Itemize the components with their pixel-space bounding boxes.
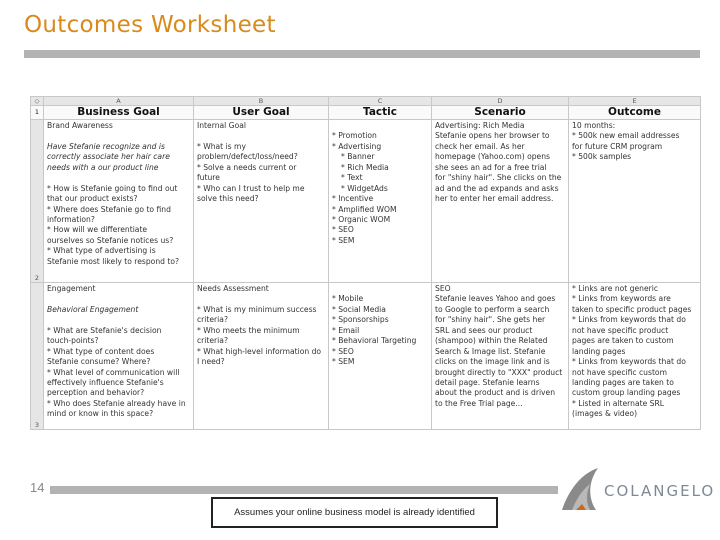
cell-line: * 500k samples: [572, 152, 632, 162]
cell-engagement-business-goal[interactable]: [44, 283, 194, 430]
cell-line: * Listed in alternate SRL: [572, 398, 664, 408]
cell-line: custom group landing pages: [572, 388, 681, 398]
cell-line: Needs Assessment: [197, 284, 269, 293]
cell-engagement-tactic[interactable]: [329, 283, 432, 430]
cell-line: [197, 294, 325, 304]
header-scenario[interactable]: Scenario: [432, 106, 569, 120]
cell-line: ourselves so Stefanie notices us?: [47, 235, 174, 245]
cell-line: effectively influence Stefanie's: [47, 377, 164, 387]
cell-line: Stefanie leaves Yahoo and goes: [435, 294, 556, 304]
cell-line: her to enter her email address.: [435, 194, 554, 204]
slide-title: Outcomes Worksheet: [24, 12, 276, 38]
cell-line: * Mobile: [332, 294, 364, 304]
cell-line: perception and behavior?: [47, 388, 145, 398]
row-number-label: 3: [34, 421, 40, 429]
cell-line: * SEM: [332, 357, 355, 367]
cell-line: pages are taken to custom: [572, 336, 674, 346]
cell-line: * Who does Stefanie already have in: [47, 398, 186, 408]
cell-awareness-user-goal[interactable]: [194, 120, 329, 283]
cell-line: [47, 315, 190, 325]
cell-line: * Email: [332, 325, 360, 335]
cell-line: * What high-level information do: [197, 346, 322, 356]
row-number-label: 2: [34, 274, 40, 282]
cell-line: * SEM: [332, 235, 355, 245]
cell-line: * Text: [341, 173, 363, 183]
table-row: [31, 283, 701, 430]
cell-line: Stefanie opens her browser to: [435, 131, 550, 141]
cell-line: Search & Image list. Stefanie: [435, 346, 546, 356]
cell-line: [47, 131, 190, 141]
cell-line: problem/defect/loss/need?: [197, 152, 298, 162]
column-letter[interactable]: C: [329, 97, 432, 106]
cell-line: [332, 284, 428, 294]
page-number: 14: [30, 480, 45, 495]
cell-awareness-tactic[interactable]: [329, 120, 432, 283]
cell-line: * How is Stefanie going to find out: [47, 183, 178, 193]
cell-line: [47, 173, 190, 183]
cell-line: * Amplified WOM: [332, 204, 397, 214]
cell-line: correctly associate her hair care: [47, 152, 170, 162]
cell-line: * How will we differentiate: [47, 225, 148, 235]
cell-line: check her email. As her: [435, 141, 525, 151]
cell-line: * Sponsorships: [332, 315, 389, 325]
cell-line: [332, 121, 428, 131]
cell-line: 10 months:: [572, 121, 616, 130]
cell-line: landing pages: [572, 346, 626, 356]
header-tactic[interactable]: Tactic: [329, 106, 432, 120]
cell-line: Advertising: Rich Media: [435, 121, 525, 130]
cell-line: I need?: [197, 357, 225, 367]
cell-line: * Links from keywords are: [572, 294, 671, 304]
cell-line: for "shiny hair". She clicks on the: [435, 173, 562, 183]
cell-line: * SEO: [332, 225, 354, 235]
cell-awareness-scenario[interactable]: [432, 120, 569, 283]
cell-line: Stefanie consume? Where?: [47, 357, 151, 367]
cell-line: for "shiny hair". She gets her: [435, 315, 546, 325]
cell-line: * Promotion: [332, 131, 377, 141]
cell-line: touch-points?: [47, 336, 99, 346]
cell-line: * SEO: [332, 346, 354, 356]
cell-line: criteria?: [197, 315, 228, 325]
cell-line: * Organic WOM: [332, 214, 391, 224]
cell-line: * What is my minimum success: [197, 304, 317, 314]
cell-awareness-outcome[interactable]: [569, 120, 701, 283]
cell-line: detail page. Stefanie learns: [435, 377, 540, 387]
cell-line: * What is my: [197, 141, 246, 151]
column-letter[interactable]: D: [432, 97, 569, 106]
cell-engagement-scenario[interactable]: [432, 283, 569, 430]
cell-line: (images & video): [572, 409, 638, 419]
cell-line: * Links from keywords that do: [572, 315, 686, 325]
cell-line: * What are Stefanie's decision: [47, 325, 162, 335]
cell-line: to the Free Trial page...: [435, 398, 523, 408]
column-letter[interactable]: E: [569, 97, 701, 106]
cell-line: information?: [47, 214, 95, 224]
cell-line: * Links from keywords that do: [572, 357, 686, 367]
cell-line: Stefanie most likely to respond to?: [47, 256, 180, 266]
cell-line: ad and the ad expands and asks: [435, 183, 559, 193]
cell-line: solve this need?: [197, 194, 259, 204]
footer-divider-bar: [50, 486, 558, 494]
cell-line: to Google to perform a search: [435, 304, 550, 314]
cell-line: not have specific product: [572, 325, 669, 335]
column-letter[interactable]: A: [44, 97, 194, 106]
cell-line: (shampoo) within the Related: [435, 336, 548, 346]
row-number[interactable]: 1: [31, 106, 44, 120]
row-number[interactable]: [31, 120, 44, 283]
cell-line: Behavioral Engagement: [47, 304, 139, 314]
footnote-box: [211, 497, 498, 528]
row-number[interactable]: [31, 283, 44, 430]
cell-line: * Behavioral Targeting: [332, 336, 417, 346]
shark-fin-logo-icon: [558, 464, 604, 514]
cell-line: * Incentive: [332, 194, 374, 204]
cell-line: about the product and is driven: [435, 388, 556, 398]
cell-line: mind or know in this space?: [47, 409, 154, 419]
cell-line: landing pages are taken to: [572, 377, 674, 387]
cell-line: * Advertising: [332, 141, 382, 151]
cell-line: SRL and sees our product: [435, 325, 533, 335]
cell-line: * Who can I trust to help me: [197, 183, 305, 193]
cell-line: * Where does Stefanie go to find: [47, 204, 171, 214]
cell-line: * Who meets the minimum: [197, 325, 300, 335]
cell-line: for future CRM program: [572, 141, 663, 151]
cell-line: homepage (Yahoo.com) opens: [435, 152, 551, 162]
brand-logo-text: COLANGELO: [604, 482, 716, 500]
cell-line: [197, 131, 325, 141]
cell-line: * Solve a needs current or: [197, 162, 297, 172]
cell-line: Internal Goal: [197, 121, 246, 130]
cell-line: criteria?: [197, 336, 228, 346]
cell-line: clicks on the image link and is: [435, 357, 550, 367]
cell-line: future: [197, 173, 220, 183]
cell-line: * WidgetAds: [341, 183, 388, 193]
table-row: [31, 120, 701, 283]
cell-line: needs with a our product line: [47, 162, 159, 172]
cell-line: * Social Media: [332, 304, 386, 314]
cell-line: * 500k new email addresses: [572, 131, 680, 141]
header-business-goal[interactable]: Business Goal: [44, 106, 194, 120]
outcomes-spreadsheet: [30, 96, 701, 430]
cell-line: she sees an ad for a free trial: [435, 162, 547, 172]
cell-line: * What type of content does: [47, 346, 155, 356]
cell-line: [47, 294, 190, 304]
title-divider-bar: [24, 50, 700, 58]
column-letter-row: [31, 97, 701, 106]
cell-line: * What type of advertising is: [47, 246, 156, 256]
cell-line: Have Stefanie recognize and is: [47, 141, 165, 151]
header-outcome[interactable]: Outcome: [569, 106, 701, 120]
cell-line: Brand Awareness: [47, 121, 113, 130]
cell-line: taken to specific product pages: [572, 304, 692, 314]
cell-engagement-user-goal[interactable]: [194, 283, 329, 430]
header-row: [31, 106, 701, 120]
cell-line: * What level of communication will: [47, 367, 180, 377]
cell-line: * Banner: [341, 152, 375, 162]
cell-line: that our product exists?: [47, 194, 138, 204]
cell-engagement-outcome[interactable]: [569, 283, 701, 430]
cell-line: SEO: [435, 284, 451, 293]
cell-awareness-business-goal[interactable]: [44, 120, 194, 283]
cell-line: * Links are not generic: [572, 284, 659, 293]
header-user-goal[interactable]: User Goal: [194, 106, 329, 120]
footnote-text: Assumes your online business model is already identified: [234, 507, 475, 518]
cell-line: brought directly to "XXX" product: [435, 367, 563, 377]
cell-line: Engagement: [47, 284, 96, 293]
column-letter[interactable]: B: [194, 97, 329, 106]
select-all-corner[interactable]: ◇: [31, 97, 44, 106]
cell-line: * Rich Media: [341, 162, 389, 172]
cell-line: not have specific custom: [572, 367, 667, 377]
